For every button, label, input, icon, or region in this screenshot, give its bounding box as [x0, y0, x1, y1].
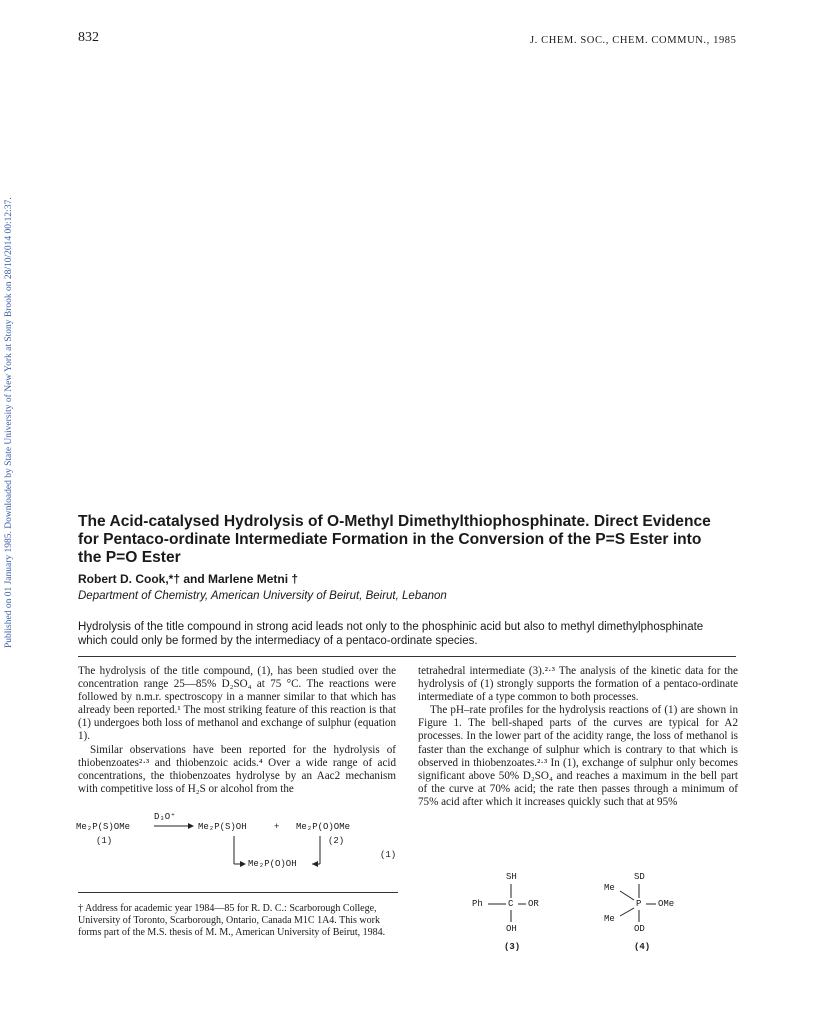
s3-label: (3) — [504, 942, 521, 952]
structure-3 — [470, 868, 560, 958]
s4-me-2: Me — [604, 914, 615, 924]
s3-sh: SH — [506, 872, 517, 882]
body-right-column — [418, 665, 738, 809]
abstract-divider — [78, 656, 736, 657]
product-2-label: (2) — [328, 836, 345, 846]
equation-1 — [74, 812, 404, 872]
product-3: Me₂P(O)OH — [248, 859, 297, 869]
s4-od: OD — [634, 924, 645, 934]
equation-number: (1) — [380, 850, 397, 860]
structure-4-bonds — [600, 868, 720, 958]
title-line-2: for Pentaco-ordinate Intermediate Formation in the Conversion of the P=S Ester into — [78, 531, 702, 548]
reactant-label: (1) — [96, 836, 113, 846]
s4-label: (4) — [634, 942, 651, 952]
s4-sd: SD — [634, 872, 645, 882]
download-side-note — [4, 128, 20, 648]
left-paragraph-1: The hydrolysis of the title compound, (1), has been studied over the concentration range 25—85% D₂SO₄ at 75 °C. The reactions were followed by n.m.r. spectroscopy in a manner similar to that which has already been reported.¹ The most striking feature of this reaction is that (1) undergoes both loss of methanol and exchange of sulphur (equation 1). — [78, 665, 396, 743]
equation-arrows — [74, 812, 404, 872]
article-title — [78, 513, 748, 567]
title-line-3: the P=O Ester — [78, 549, 181, 566]
s3-ph: Ph — [472, 899, 483, 909]
s3-or: OR — [528, 899, 539, 909]
reaction-arrowhead — [188, 823, 194, 829]
s3-oh: OH — [506, 924, 517, 934]
title-line-1: The Acid-catalysed Hydrolysis of O-Methyl Dimethylthiophosphinate. Direct Evidence — [78, 513, 711, 530]
s3-c: C — [508, 899, 514, 909]
s4-p: P — [636, 899, 642, 909]
s4-me-1: Me — [604, 883, 615, 893]
side-note-text: Published on 01 January 1985. Downloaded by State University of New York at Stony Brook on 28/10/2014 00:12:37. — [4, 197, 14, 648]
reagent: D₃O⁺ — [154, 812, 176, 822]
right-paragraph-1: tetrahedral intermediate (3).²·³ The analysis of the kinetic data for the hydrolysis of (1) strongly supports the formation of a pentaco-ordinate intermediate of a type common to both processes. — [418, 665, 738, 704]
affiliation: Department of Chemistry, American University of Beirut, Beirut, Lebanon — [78, 590, 447, 602]
footnote: † Address for academic year 1984—85 for R. D. C.: Scarborough College, University of Toronto, Scarborough, Ontario, Canada M1C 1A4. This work forms part of the M.S. thesis of M. M., American University of Beirut, 1984. — [78, 903, 386, 938]
body-left-column — [78, 665, 396, 796]
abstract: Hydrolysis of the title compound in strong acid leads not only to the phosphinic acid but also to methyl dimethylphosphinate which could only be formed by the intermediacy of a pentaco-ordinate species. — [78, 621, 704, 647]
authors: Robert D. Cook,*† and Marlene Metni † — [78, 572, 299, 586]
product-2: Me₂P(O)OMe — [296, 822, 351, 832]
footnote-divider — [78, 892, 398, 893]
left-paragraph-2: Similar observations have been reported for the hydrolysis of thiobenzoates²·³ and thiobenzoic acids.⁴ Over a wide range of acid concentrations, the thiobenzoates hydrolyse by an Aac2 mechanism with competitive loss of H₂S or alcohol from the — [78, 743, 396, 795]
reactant: Me₂P(S)OMe — [76, 822, 131, 832]
branch-arrowhead — [240, 861, 246, 867]
right-paragraph-2: The pH–rate profiles for the hydrolysis reactions of (1) are shown in Figure 1. The bell-shaped parts of the curves are typical for A2 processes. In the lower part of the acidity range, the loss of methanol is faster than the exchange of sulphur which is contrary to that which is observed in thiobenzoates.²·³ In (1), exchange of sulphur only becomes significant above 50% D₂SO₄ and reaches a maximum in the bell part of the curve at 70% acid; the rate then passes through a minimum of 75% acid after which it increases quickly such that at 95% — [418, 704, 738, 808]
s4-ome: OMe — [658, 899, 675, 909]
journal-header: J. CHEM. SOC., CHEM. COMMUN., 1985 — [530, 35, 737, 46]
page-number: 832 — [78, 30, 99, 45]
branch-arrowhead-right — [312, 861, 318, 867]
structure-4 — [600, 868, 720, 958]
plus-sign: + — [274, 822, 280, 832]
product-1: Me₂P(S)OH — [198, 822, 247, 832]
